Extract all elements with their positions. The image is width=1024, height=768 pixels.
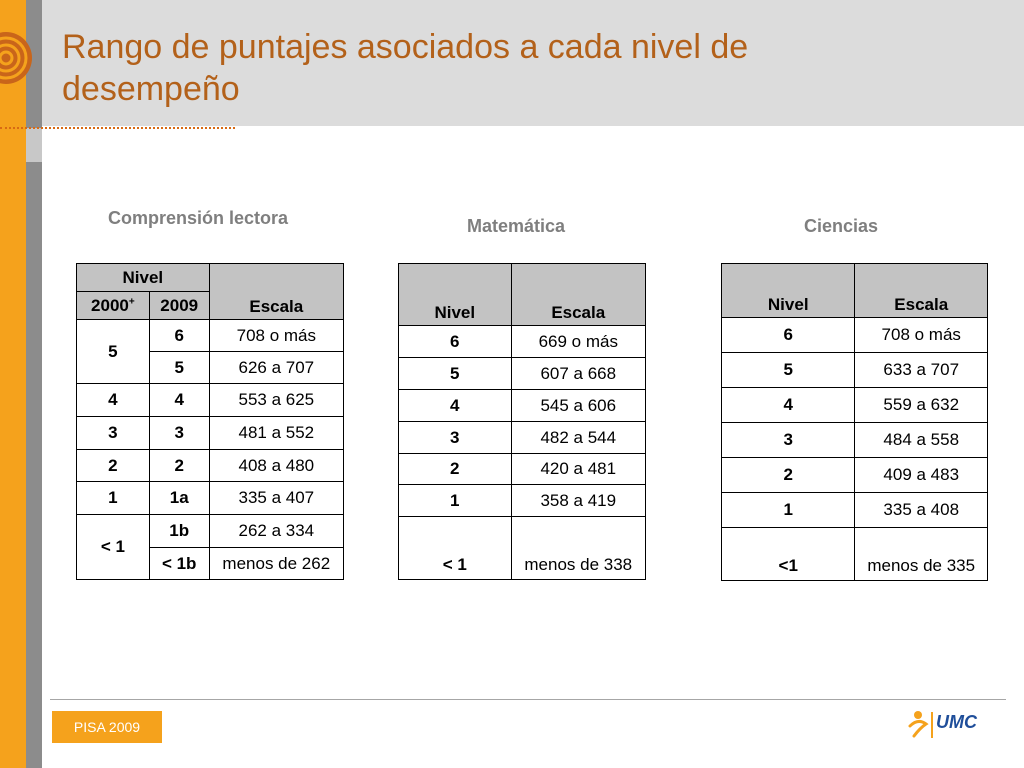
table-cell: < 1b	[149, 548, 209, 580]
header-escala: Escala	[855, 264, 988, 318]
footer-badge: PISA 2009	[52, 711, 162, 743]
header-nivel: Nivel	[722, 264, 855, 318]
table-cell: 1a	[149, 482, 209, 515]
table-cell: 2	[149, 450, 209, 482]
table-cell: menos de 338	[511, 517, 645, 580]
footer-divider	[50, 699, 1006, 700]
table-cell: 4	[149, 384, 209, 417]
table-cell: 358 a 419	[511, 485, 645, 517]
table-cell: 4	[77, 384, 150, 417]
table-cell: 409 a 483	[855, 458, 988, 493]
table-cell: 484 a 558	[855, 423, 988, 458]
table-cell: menos de 335	[855, 528, 988, 581]
table-cell: 708 o más	[209, 320, 343, 352]
table-cell: 408 a 480	[209, 450, 343, 482]
table-cell: 1b	[149, 515, 209, 548]
table-cell: 3	[77, 417, 150, 450]
subject-math: Matemática	[467, 216, 566, 236]
subject-reading: Comprensión lectora	[108, 208, 289, 228]
table-cell: 2	[399, 454, 512, 485]
table-cell: 3	[149, 417, 209, 450]
header-escala: Escala	[511, 264, 645, 326]
table-cell: 420 a 481	[511, 454, 645, 485]
header-escala: Escala	[209, 264, 343, 320]
table-cell: 553 a 625	[209, 384, 343, 417]
table-cell: 262 a 334	[209, 515, 343, 548]
table-cell: 1	[399, 485, 512, 517]
table-cell: 559 a 632	[855, 388, 988, 423]
header-2000: 2000+	[77, 292, 150, 320]
table-cell: 1	[77, 482, 150, 515]
table-cell: 4	[722, 388, 855, 423]
table-cell: 481 a 552	[209, 417, 343, 450]
swirl-logo-icon	[0, 0, 34, 104]
left-accent-bar	[0, 0, 26, 768]
table-cell: 3	[722, 423, 855, 458]
title-divider	[0, 127, 235, 129]
slide-title: Rango de puntajes asociados a cada nivel de desempeño	[62, 28, 749, 108]
table-cell: 335 a 408	[855, 493, 988, 528]
table-cell: 607 a 668	[511, 358, 645, 390]
table-cell: 545 a 606	[511, 390, 645, 422]
table-cell: 5	[149, 352, 209, 384]
header-nivel: Nivel	[399, 264, 512, 326]
table-cell: 626 a 707	[209, 352, 343, 384]
table-cell: 2	[77, 450, 150, 482]
table-cell: 3	[399, 422, 512, 454]
table-cell: 5	[77, 320, 150, 384]
left-gray-bar	[26, 0, 42, 768]
table-cell: 633 a 707	[855, 353, 988, 388]
table-cell: 482 a 544	[511, 422, 645, 454]
reading-table	[76, 263, 344, 580]
table-cell: 4	[399, 390, 512, 422]
header-2009: 2009	[149, 292, 209, 320]
table-cell: 6	[149, 320, 209, 352]
table-cell: 708 o más	[855, 318, 988, 353]
table-cell: 5	[399, 358, 512, 390]
table-cell: menos de 262	[209, 548, 343, 580]
table-cell: 2	[722, 458, 855, 493]
table-cell: <1	[722, 528, 855, 581]
table-cell: < 1	[77, 515, 150, 580]
table-cell: 6	[399, 326, 512, 358]
header-nivel: Nivel	[77, 264, 210, 292]
table-cell: 335 a 407	[209, 482, 343, 515]
logo-text: UMC	[936, 712, 977, 732]
left-gray-bar-highlight	[26, 128, 42, 162]
table-cell: 669 o más	[511, 326, 645, 358]
table-cell: < 1	[399, 517, 512, 580]
science-table	[721, 263, 988, 581]
subject-science: Ciencias	[804, 216, 879, 236]
table-cell: 6	[722, 318, 855, 353]
math-table	[398, 263, 646, 580]
table-cell: 1	[722, 493, 855, 528]
table-cell: 5	[722, 353, 855, 388]
